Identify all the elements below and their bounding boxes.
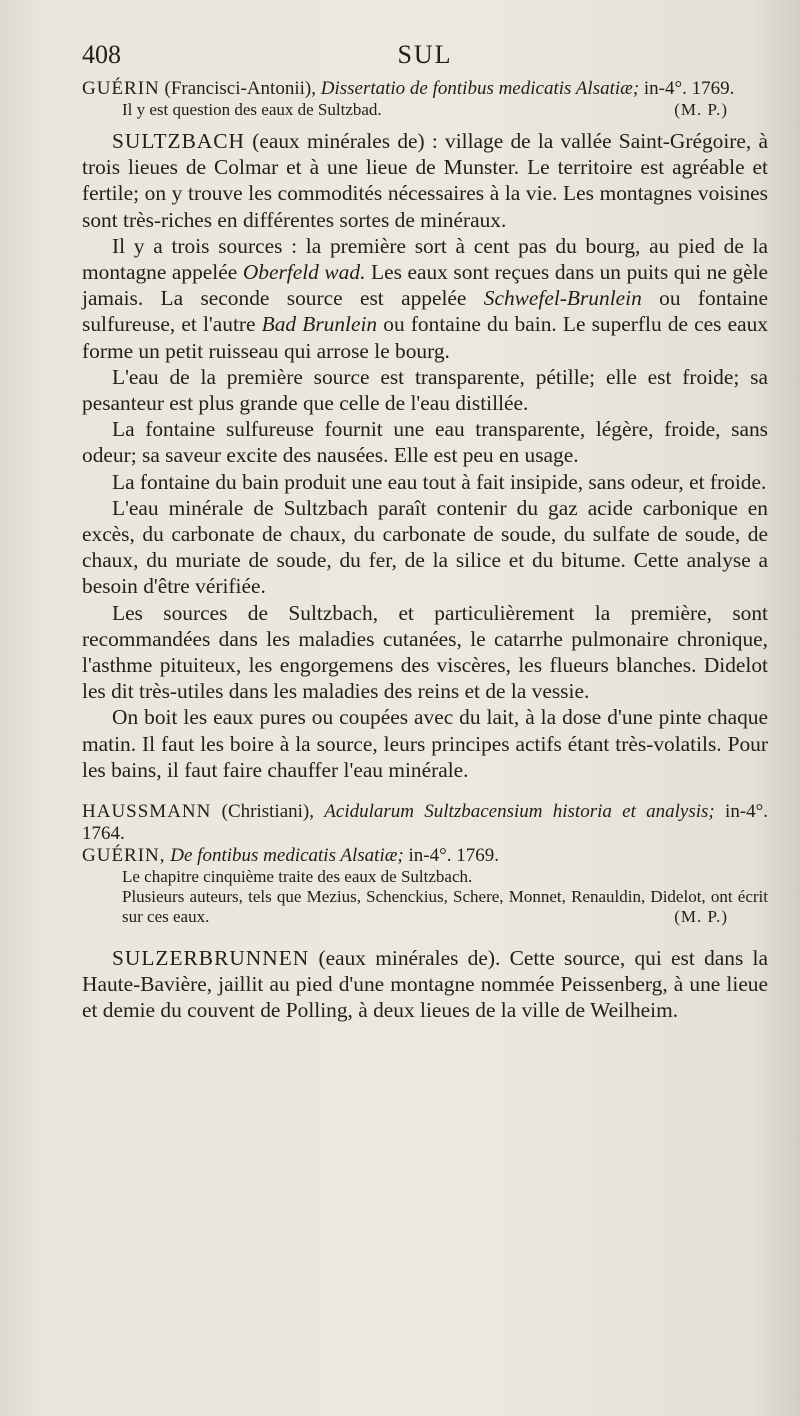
biblio-entry	[82, 801, 768, 845]
entry-paragraph: L'eau de la première source est transparente, pétille; elle est froide; sa pesanteur est plus grande que celle de l'eau distillée.	[82, 364, 768, 416]
paragraph-text: (eaux minérales de) : village de la vallée Saint-Grégoire, à trois lieues de Colmar et à une lieue de Munster. Le territoire est agréable et fertile; on y trouve les commodités nécessaires à la vie. Les montagnes voisines sont très-riches en différentes sortes de minéraux.	[82, 129, 768, 232]
author-credit: (M. P.)	[674, 907, 728, 927]
place-name: Schwefel-Brunlein	[483, 286, 642, 311]
biblio-note	[122, 100, 768, 120]
biblio-format: in-4°. 1769.	[403, 845, 499, 867]
paragraph-text: Les eaux sont reçues dans un puits qui ne gèle jamais. La seconde source est appelée	[82, 260, 769, 311]
biblio-note	[122, 887, 768, 927]
running-head	[82, 40, 768, 78]
entry-paragraph: On boit les eaux pures ou coupées avec du lait, à la dose d'une pinte chaque matin. Il faut les boire à la source, leurs principes actifs étant très-volatils. Pour les bains, il faut faire chauffer l'eau minérale.	[82, 705, 768, 782]
bibliography-top	[82, 78, 768, 120]
biblio-author: GUÉRIN,	[82, 845, 166, 867]
paragraph-text: ou fontaine du bain. Le superflu de ces eaux forme un petit ruisseau qui arrose le bourg.	[82, 312, 768, 363]
page-content	[82, 40, 768, 1024]
entry-headword: SULTZBACH	[112, 129, 246, 153]
biblio-author: GUÉRIN	[82, 78, 160, 99]
biblio-title: Acidularum Sultzbacensium historia et analysis;	[324, 801, 715, 823]
biblio-author-given: (Francisci-Antonii),	[164, 78, 316, 99]
entry-paragraph: La fontaine du bain produit une eau tout à fait insipide, sans odeur, et froide.	[112, 469, 767, 494]
page-number: 408	[82, 40, 121, 69]
author-credit: (M. P.)	[674, 100, 728, 119]
place-name: Bad Brunlein	[261, 312, 378, 337]
biblio-note-text: Il y est question des eaux de Sultzbad.	[122, 100, 382, 119]
biblio-entry	[82, 845, 768, 867]
entry-paragraph	[82, 128, 768, 233]
entry-headword: SULZERBRUNNEN	[112, 946, 310, 971]
biblio-title: De fontibus medicatis Alsatiæ;	[170, 845, 404, 867]
biblio-note-text: Le chapitre cinquième traite des eaux de Sultzbach.	[122, 867, 473, 887]
biblio-title: Dissertatio de fontibus medicatis Alsatiæ;	[320, 78, 640, 99]
place-name: Oberfeld wad.	[242, 260, 366, 285]
entry-paragraph: L'eau minérale de Sultzbach paraît contenir du gaz acide carbonique en excès, du carbonate de chaux, du carbonate de soude, du sulfate de soude, de chaux, du muriate de soude, du fer, de la silice et du bitume. Cette analyse a besoin d'être vérifiée.	[82, 495, 768, 599]
entry-paragraph: La fontaine sulfureuse fournit une eau transparente, légère, froide, sans odeur; sa saveur excite des nausées. Elle est peu en usage.	[82, 417, 768, 468]
biblio-entry	[82, 78, 768, 100]
paragraph-text: (eaux minérales de). Cette source, qui est dans la Haute-Bavière, jaillit au pied d'une montagne nommée Peissenberg, à une lieue et demie du couvent de Polling, à deux lieues de la ville de Weilheim.	[82, 946, 768, 1023]
biblio-format: in-4°. 1764.	[82, 801, 768, 845]
biblio-format: in-4°. 1769.	[643, 78, 735, 99]
entry-paragraph	[82, 233, 768, 364]
biblio-note-text: Plusieurs auteurs, tels que Mezius, Schenckius, Schere, Monnet, Renauldin, Didelot, ont écrit sur ces eaux.	[122, 887, 768, 927]
biblio-author: HAUSSMANN	[82, 801, 212, 823]
paragraph-text: Il y a trois sources : la première sort à cent pas du bourg, au pied de la montagne appelée	[82, 233, 768, 285]
entry-sulzerbrunnen	[82, 945, 768, 1024]
paragraph-text: ou fontaine sulfureuse, et l'autre	[82, 286, 768, 337]
running-title: SUL	[397, 40, 453, 69]
entry-sultzbach	[82, 128, 768, 783]
entry-paragraph: Les sources de Sultzbach, et particulièrement la première, sont recommandées dans les maladies cutanées, le catarrhe pulmonaire chronique, l'asthme pituiteux, les engorgemens des viscères, les flueurs blanches. Didelot les dit très-utiles dans les maladies des reins et de la vessie.	[82, 600, 768, 704]
entry-paragraph	[82, 945, 768, 1024]
biblio-author-given: (Christiani),	[221, 801, 314, 823]
bibliography-bottom	[82, 801, 768, 927]
